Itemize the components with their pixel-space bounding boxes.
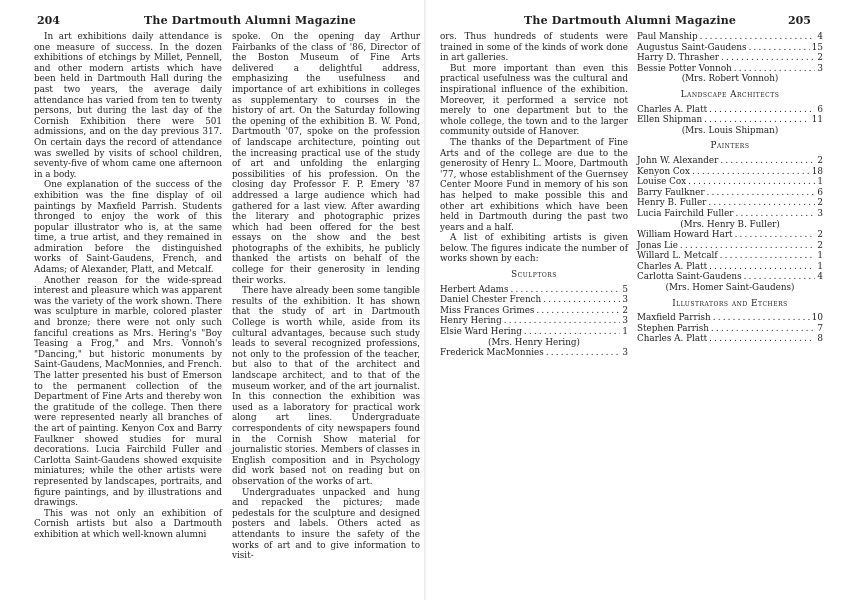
works-count: 18 — [811, 166, 823, 177]
artist-entry — [637, 177, 823, 188]
dot-leader — [708, 198, 815, 209]
dot-leader — [720, 156, 815, 167]
dot-leader — [524, 327, 620, 338]
works-count: 15 — [811, 42, 823, 53]
works-count: 10 — [811, 313, 823, 324]
artist-entry — [637, 209, 823, 220]
works-count: 3 — [622, 348, 628, 359]
artist-entry — [637, 167, 823, 178]
artist-entry — [637, 324, 823, 335]
dot-leader — [709, 334, 815, 345]
artist-married-name: (Mrs. Henry B. Fuller) — [680, 219, 780, 230]
artist-entry — [637, 241, 823, 252]
right-page-number: 205 — [788, 14, 811, 27]
artist-name: Bessie Potter Vonnoh — [637, 63, 732, 74]
artist-name: Henry Hering — [440, 316, 502, 327]
artist-name: William Howard Hart — [637, 230, 733, 241]
paragraph: This was not only an exhibition of Cornish artists but also a Dartmouth exhibition at which well-known alumni — [34, 508, 222, 540]
dot-leader — [709, 105, 815, 116]
artist-name: Augustus Saint-Gaudens — [637, 42, 747, 53]
artist-entry — [637, 262, 823, 273]
section-heading-landscape-architects: Landscape Architects — [680, 89, 780, 100]
artist-name: Willard L. Metcalf — [637, 251, 718, 262]
works-count: 7 — [817, 323, 823, 334]
artist-name: Henry B. Fuller — [637, 198, 707, 209]
paragraph: But more important than even this practical usefulness was the cultural and inspirational influence of the exhibition. Moreover, it performed a service not merely to one department but to the whole college, the town and to the larger community outside of Hanover. — [440, 63, 628, 138]
works-count: 2 — [817, 240, 823, 251]
dot-leader — [704, 115, 810, 126]
artist-entry — [637, 188, 823, 199]
paragraph: One explanation of the success of the exhibition was the fine display of oil paintings by Maxfield Parrish. Students thronged to enjoy the work of this popular illustrator who is, at the same time, a true artist, and they remained in admiration before the distinguished works of Saint-Gaudens, French, and Adams; of Alexander, Platt, and Metcalf. — [34, 180, 222, 276]
dot-leader — [720, 251, 816, 262]
paragraph: Another reason for the wide-spread interest and pleasure which was apparent was the variety of the work shown. There was sculpture in marble, colored plaster and bronze; there were not only such fanciful creations as Mrs. Hering's "Boy Teasing a Frog," and Mrs. Vonnoh's "Dancing," but historic monuments by Saint-Gaudens, MacMonnies, and French. The latter presented his bust of Emerson to the permanent collection of the Department of Fine Arts and thereby won the gratitude of the college. Then there were represented nearly all branches of the art of painting. Kenyon Cox and Barry Faulkner showed studies for mural decorations. Lucia Fairchild Fuller and Carlotta Saint-Gaudens showed exquisite miniatures; while the other artists were represented by landscapes, portraits, and figure paintings, and by illustrations and drawings. — [34, 275, 222, 509]
artist-name: Herbert Adams — [440, 284, 509, 295]
artist-entry — [637, 105, 823, 116]
paragraph: A list of exhibiting artists is given below. The figures indicate the number of works shown by each: — [440, 233, 628, 265]
artist-name: John W. Alexander — [637, 155, 719, 166]
works-count: 1 — [622, 327, 628, 338]
works-count: 5 — [622, 284, 628, 295]
paragraph: ors. Thus hundreds of students were trained in some of the kinds of work done in art galleries. — [440, 32, 628, 64]
dot-leader — [749, 43, 810, 54]
artist-name: Ellen Shipman — [637, 115, 703, 126]
artist-entry — [440, 285, 628, 296]
artist-list-sculptors — [440, 285, 628, 359]
right-column-1 — [440, 32, 628, 359]
artist-entry — [440, 295, 628, 306]
works-count: 3 — [817, 63, 823, 74]
works-count: 2 — [817, 230, 823, 241]
artist-name: Maxfield Parrish — [637, 313, 711, 324]
artist-married-name: (Mrs. Louis Shipman) — [681, 125, 779, 136]
left-page-number: 204 — [37, 14, 60, 27]
artist-entry — [440, 348, 628, 359]
section-heading-illustrators: Illustrators and Etchers — [672, 298, 788, 309]
artist-name: Elsie Ward Hering — [440, 327, 522, 338]
artist-name: Miss Frances Grimes — [440, 305, 535, 316]
artist-entry — [440, 316, 628, 327]
works-count: 3 — [817, 208, 823, 219]
artist-name: Frederick MacMonnies — [440, 348, 544, 359]
artist-name: Barry Faulkner — [637, 187, 705, 198]
works-count: 6 — [817, 187, 823, 198]
artist-entry — [637, 43, 823, 54]
works-count: 1 — [817, 261, 823, 272]
artist-name: Paul Manship — [637, 32, 698, 42]
artist-name: Louise Cox — [637, 177, 687, 188]
dot-leader — [680, 241, 815, 252]
paragraph: There have already been some tangible results of the exhibition. It has shown that the study of art in Dartmouth College is worth while, aside from its cultural advantages, because such study leads to several recognized professions, not only to the profession of the teacher, but also to that of the architect and landscape architect, and to that of the museum worker, and of the art journalist. In this connection the exhibition was used as a laboratory for practical work along art lines. Undergraduate correspondents of city newspapers found in the Cornish Show material for journalistic stories. Members of classes in English composition and in Psychology did work based not on reading but on observation of the works of art. — [232, 286, 420, 487]
dot-leader — [688, 177, 815, 188]
artist-entry — [637, 64, 823, 75]
artist-name: Charles A. Platt — [637, 261, 708, 272]
section-heading-painters: Painters — [710, 141, 750, 152]
dot-leader — [543, 295, 620, 306]
section-heading-sculptors: Sculptors — [511, 270, 557, 281]
artist-entry — [637, 251, 823, 262]
artist-list-sculptors-continued — [637, 32, 823, 85]
artist-married-name: (Mrs. Robert Vonnoh) — [681, 74, 779, 85]
artist-entry — [637, 272, 823, 283]
paragraph: In art exhibitions daily attendance is one measure of success. In the dozen exhibitions of etchings by Millet, Pennell, and other modern artists which have been held in Dartmouth Hall during the past two years, the average daily attendance has varied from ten to twenty persons, but during the last day of the Cornish Exhibition there were 501 admissions, and on the day previous 317. On certain days the record of attendance was swelled by visits of school children, seventy-five of whom came one afternoon in a body. — [34, 32, 222, 180]
works-count: 2 — [622, 305, 628, 316]
artist-entry — [440, 306, 628, 317]
works-count: 3 — [622, 316, 628, 327]
artist-entry — [637, 313, 823, 324]
artist-entry — [637, 53, 823, 64]
dot-leader — [700, 32, 816, 43]
artist-name: Harry D. Thrasher — [637, 53, 719, 64]
works-count: 2 — [817, 198, 823, 209]
works-count: 1 — [817, 251, 823, 262]
dot-leader — [721, 53, 815, 64]
artist-list-illustrators — [637, 313, 823, 345]
artist-name: Charles A. Platt — [637, 104, 708, 115]
works-count: 4 — [817, 32, 823, 42]
artist-name: Charles A. Platt — [637, 334, 708, 345]
left-running-head: The Dartmouth Alumni Magazine — [144, 14, 357, 27]
dot-leader — [734, 64, 816, 75]
dot-leader — [711, 324, 815, 335]
left-column-1 — [34, 32, 222, 541]
artist-married-name: (Mrs. Homer Saint-Gaudens) — [665, 283, 795, 294]
artist-entry — [637, 156, 823, 167]
artist-list-painters — [637, 156, 823, 294]
left-column-2 — [232, 32, 420, 562]
paragraph: Undergraduates unpacked and hung and repacked the pictures; made pedestals for the sculpture and designed posters and labels. Others acted as attendants to insure the safety of the works of art and to give information to visit- — [232, 487, 420, 562]
artist-name: Carlotta Saint-Gaudens — [637, 272, 742, 283]
artist-entry — [440, 327, 628, 338]
works-count: 1 — [817, 177, 823, 188]
artist-name: Stephen Parrish — [637, 323, 709, 334]
works-count: 6 — [817, 104, 823, 115]
dot-leader — [546, 348, 621, 359]
artist-married-name: (Mrs. Henry Hering) — [488, 337, 580, 348]
works-count: 11 — [811, 115, 823, 126]
dot-leader — [511, 285, 621, 296]
artist-list-landscape-architects — [637, 105, 823, 137]
dot-leader — [709, 262, 815, 273]
dot-leader — [736, 209, 816, 220]
artist-name: Jonas Lie — [637, 240, 678, 251]
works-count: 4 — [817, 272, 823, 283]
dot-leader — [536, 306, 620, 317]
artist-name: Daniel Chester French — [440, 295, 542, 306]
dot-leader — [504, 316, 621, 327]
dot-leader — [713, 313, 810, 324]
artist-entry — [637, 230, 823, 241]
works-count: 8 — [817, 334, 823, 345]
works-count: 2 — [817, 155, 823, 166]
right-running-head: The Dartmouth Alumni Magazine — [524, 14, 737, 27]
paragraph: The thanks of the Department of Fine Arts and of the college are due to the generosity of Henry L. Moore, Dartmouth '77, whose establishment of the Guernsey Center Moore Fund in memory of his son has helped to make possible this and other art exhibitions which have been held in Dartmouth during the past two years and a half. — [440, 137, 628, 233]
artist-entry — [637, 115, 823, 126]
works-count: 3 — [622, 295, 628, 306]
dot-leader — [707, 188, 816, 199]
artist-entry — [637, 334, 823, 345]
artist-entry — [637, 32, 823, 43]
right-column-2 — [637, 32, 823, 345]
page-gutter — [424, 0, 426, 600]
artist-entry — [637, 198, 823, 209]
artist-name: Kenyon Cox — [637, 166, 690, 177]
dot-leader — [692, 167, 810, 178]
paragraph: spoke. On the opening day Arthur Fairbanks of the class of '86, Director of the Boston Museum of Fine Arts delivered a delightful address, emphasizing the usefulness and importance of art exhibitions in colleges as supplementary to courses in the history of art. On the Saturday following the opening of the exhibition B. W. Pond, Dartmouth '07, spoke on the profession of landscape architecture, pointing out the increasing practical use of the study of art and unfolding the enlarging possibilities of his profession. On the closing day Professor F. P. Emery '87 addressed a large audience which had gathered for a last view. After awarding the literary and photographic prizes which had been offered for the best essays on the show and the best photographs of the exhibits, he publicly thanked the artists on behalf of the college for their generosity in lending their works. — [232, 32, 420, 286]
dot-leader — [735, 230, 816, 241]
dot-leader — [744, 272, 816, 283]
artist-name: Lucia Fairchild Fuller — [637, 208, 734, 219]
works-count: 2 — [817, 53, 823, 64]
